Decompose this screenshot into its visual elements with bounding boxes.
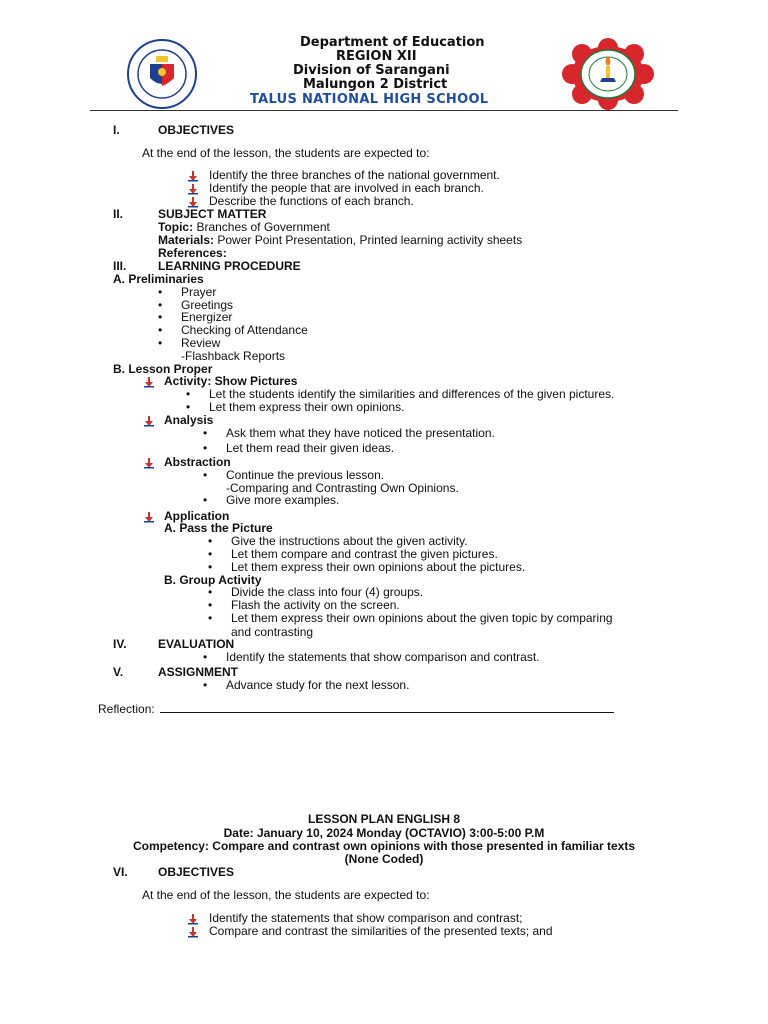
reflection-blank [160,701,614,713]
section-1-intro: At the end of the lesson, the students are expected to: [142,146,430,160]
header-divider [90,110,678,111]
activity-label: Activity: Show Pictures [164,374,298,388]
group-item: • Flash the activity on the screen. [231,598,400,612]
assignment-item: • Advance study for the next lesson. [226,678,409,692]
objective-item: Identify the three branches of the national government. [209,168,500,182]
section-6-number: VI. [113,865,128,879]
section-3-number: III. [113,259,127,273]
lesson-plan-date: Date: January 10, 2024 Monday (OCTAVIO) 3:00-5:00 P.M [223,826,545,840]
group-item-continued: and contrasting [231,625,314,639]
arrow-bullet-icon [187,926,199,938]
arrow-bullet-icon [143,415,155,427]
activity-item: • Let the students identify the similarities and differences of the given pictures. [209,387,614,401]
header-line-division: Division of Sarangani [293,63,450,78]
reflection-line [98,701,614,716]
lesson-plan-title: LESSON PLAN ENGLISH 8 [307,812,461,826]
objective-item: Identify the statements that show comparison and contrast; [209,911,523,925]
objective-item: Describe the functions of each branch. [209,194,414,208]
application-label: Application [164,509,230,523]
lesson-plan-code: (None Coded) [344,852,424,866]
section-3-title: LEARNING PROCEDURE [158,259,301,273]
flashback-reports: -Flashback Reports [181,349,286,363]
section-1-title: OBJECTIVES [158,123,235,137]
section-6-title: OBJECTIVES [158,865,235,879]
evaluation-item: • Identify the statements that show comparison and contrast. [226,650,540,664]
arrow-bullet-icon [187,183,199,195]
pass-item: • Let them compare and contrast the given pictures. [231,547,498,561]
materials-label: Materials: [158,233,215,247]
header-line-district: Malungon 2 District [303,77,448,92]
abstraction-item: • Give more examples. [226,493,339,507]
abstraction-label: Abstraction [164,455,231,469]
header-line-department: Department of Education [300,35,485,50]
section-2-title: SUBJECT MATTER [158,207,267,221]
group-activity-label: B. Group Activity [164,573,262,587]
analysis-label: Analysis [164,413,214,427]
abstraction-sub: -Comparing and Contrasting Own Opinions. [226,481,459,495]
arrow-bullet-icon [143,457,155,469]
header-line-region: REGION XII [336,49,417,64]
deped-seal [126,38,198,110]
section-1-number: I. [113,123,120,137]
references-label: References: [158,246,227,260]
pass-item: • Let them express their own opinions about the pictures. [231,560,525,574]
pass-the-picture-label: A. Pass the Picture [164,521,273,535]
arrow-bullet-icon [143,376,155,388]
activity-item: • Let them express their own opinions. [209,400,404,414]
preliminaries-label: A. Preliminaries [113,272,204,286]
analysis-item: • Ask them what they have noticed the presentation. [226,426,495,440]
analysis-item: • Let them read their given ideas. [226,441,394,455]
pass-item: • Give the instructions about the given activity. [231,534,468,548]
materials-line [158,233,522,247]
section-4-title: EVALUATION [158,637,235,651]
objective-item: Identify the people that are involved in each branch. [209,181,484,195]
section-5-title: ASSIGNMENT [158,665,239,679]
lesson-proper-label: B. Lesson Proper [113,362,213,376]
school-seal [560,38,656,110]
preliminary-item: • Review [181,336,220,350]
preliminary-item: • Checking of Attendance [181,323,308,337]
lesson-plan-competency: Competency: Compare and contrast own opinions with those presented in familiar texts [132,839,636,853]
topic-label: Topic: [158,220,194,234]
topic-line [158,220,330,234]
materials-value: Power Point Presentation, Printed learning activity sheets [214,233,523,247]
arrow-bullet-icon [187,170,199,182]
preliminary-item: • Prayer [181,285,216,299]
topic-value: Branches of Government [193,220,330,234]
reflection-label: Reflection: [98,702,159,716]
school-name: TALUS NATIONAL HIGH SCHOOL [250,92,489,107]
section-2-number: II. [113,207,124,221]
group-item: • Divide the class into four (4) groups. [231,585,423,599]
abstraction-item: • Continue the previous lesson. [226,468,384,482]
preliminary-item: • Greetings [181,298,233,312]
group-item: • Let them express their own opinions about the given topic by comparing [231,611,613,625]
preliminary-item: • Energizer [181,310,232,324]
arrow-bullet-icon [143,511,155,523]
arrow-bullet-icon [187,913,199,925]
section-4-number: IV. [113,637,127,651]
objective-item: Compare and contrast the similarities of the presented texts; and [209,924,553,938]
section-5-number: V. [113,665,124,679]
section-6-intro: At the end of the lesson, the students are expected to: [142,888,430,902]
